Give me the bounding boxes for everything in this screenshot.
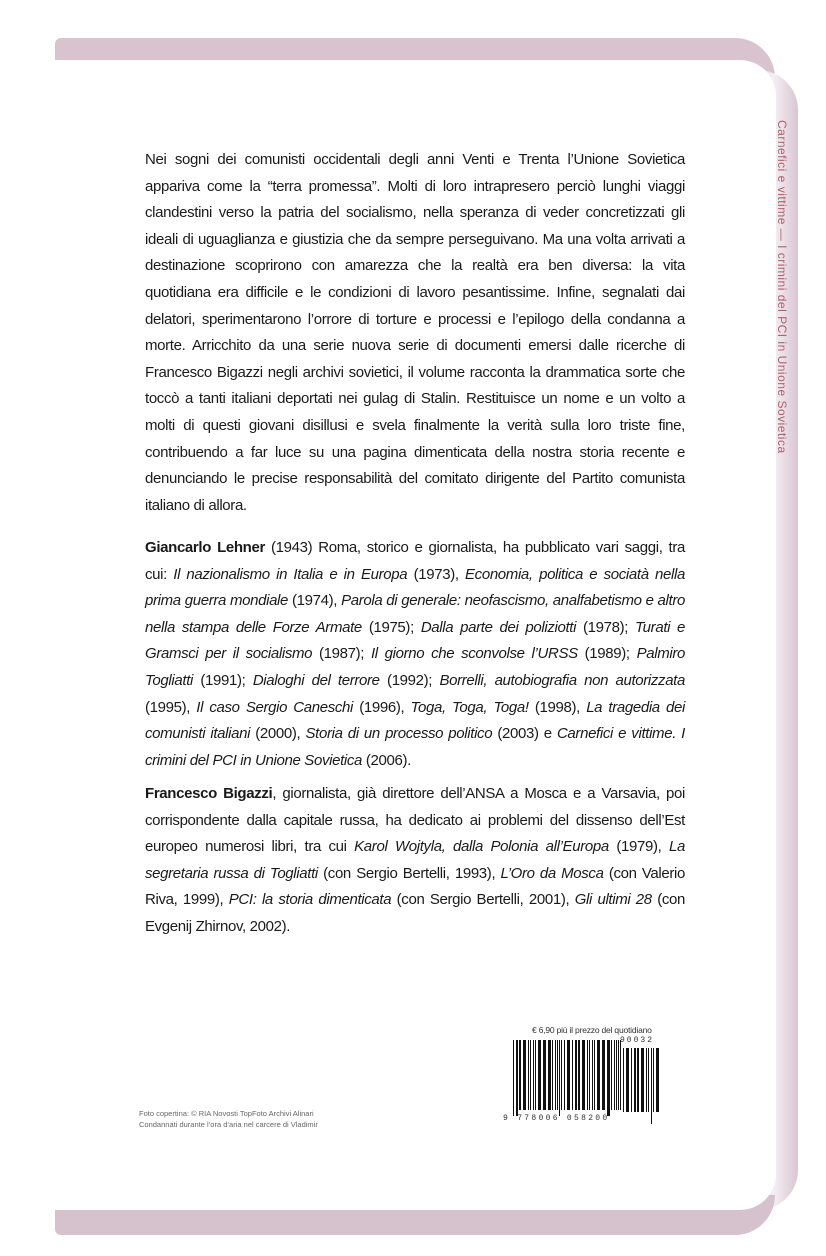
credit-line-2: Condannati durante l’ora d’aria nel carcere di Vladimir xyxy=(139,1120,318,1129)
bio-text: (1989); xyxy=(577,645,637,663)
bio-text: (con Valerio Riva, 1999), xyxy=(145,864,686,909)
barcode-bar xyxy=(592,1040,593,1110)
barcode-bar xyxy=(516,1040,518,1116)
spine-title: Carnefici e vittime xyxy=(775,120,789,225)
spine-subtitle: I crimini del PCI in Unione Sovietica xyxy=(775,245,789,454)
barcode-bar xyxy=(564,1040,565,1110)
barcode-bar xyxy=(528,1040,529,1110)
barcode-bar xyxy=(538,1040,541,1110)
author-name: Francesco Bigazzi xyxy=(145,785,273,802)
book-title: Dialoghi del terrore xyxy=(252,671,380,689)
book-title: Il caso Sergio Caneschi xyxy=(196,698,354,716)
bio-text: (2006). xyxy=(362,751,411,769)
barcode-bar xyxy=(543,1040,546,1110)
barcode-bar xyxy=(530,1040,531,1110)
bio-text: (1998), xyxy=(528,698,587,716)
barcode-bar xyxy=(575,1040,577,1110)
barcode-bar xyxy=(651,1048,652,1124)
barcode-bar xyxy=(616,1040,617,1110)
barcode-bar xyxy=(594,1040,595,1110)
barcode-bar xyxy=(607,1040,610,1116)
author-bio-lehner xyxy=(145,535,685,774)
author-bio-text xyxy=(145,539,685,769)
barcode-addon-digits: 90032 xyxy=(620,1036,655,1045)
barcode-bar xyxy=(572,1040,573,1110)
barcode-bar xyxy=(582,1040,585,1110)
barcode-bar xyxy=(634,1048,636,1112)
book-title: La tragedia dei comunisti italiani xyxy=(145,698,685,743)
author-bio-bigazzi xyxy=(145,781,685,941)
bio-text: (2003) e xyxy=(492,725,557,743)
bio-text: (1973), xyxy=(407,565,466,583)
book-title: Il nazionalismo in Italia e in Europa xyxy=(173,565,408,583)
spine-label: Carnefici e vittime — I crimini del PCI in Unione Sovietica xyxy=(775,120,789,454)
barcode-bar xyxy=(656,1048,659,1112)
barcode-bar xyxy=(561,1040,562,1110)
book-title: Borrelli, autobiografia non autorizzata xyxy=(439,671,685,689)
barcode-bar xyxy=(555,1040,556,1110)
bio-text: (1995), xyxy=(145,698,197,716)
barcode-bar xyxy=(552,1040,553,1110)
barcode-bar xyxy=(519,1040,521,1110)
barcode-bar xyxy=(578,1040,580,1110)
bio-text: (1974), xyxy=(288,592,342,610)
barcode-bar xyxy=(618,1040,619,1110)
book-title: Gli ultimi 28 xyxy=(574,891,652,909)
barcode-bar xyxy=(648,1048,649,1112)
book-title: Dalla parte dei poliziotti xyxy=(420,618,577,636)
book-title: Economia, politica e sociatà nella prima guerra mondiale xyxy=(145,565,685,610)
book-title: Parola di generale: neofascismo, analfabetismo e altro nella stampa delle Forze Armate xyxy=(145,592,685,636)
barcode-bar xyxy=(559,1040,560,1116)
bio-text: (con Sergio Bertelli, 1993), xyxy=(317,864,501,882)
book-title: PCI: la storia dimenticata xyxy=(228,891,392,909)
barcode-bar xyxy=(620,1040,621,1110)
author-name: Giancarlo Lehner xyxy=(145,539,265,556)
barcode-bar xyxy=(646,1048,647,1112)
book-title: La segretaria russa di Togliatti xyxy=(145,838,686,882)
barcode-bar xyxy=(548,1040,551,1110)
book-title: Turati e Gramsci per il socialismo xyxy=(145,618,686,663)
barcode-bar xyxy=(623,1048,624,1112)
bio-text: (1978); xyxy=(576,618,635,636)
barcode-bar xyxy=(631,1048,632,1112)
barcode-bar xyxy=(614,1040,615,1110)
bio-text: (2000), xyxy=(250,725,306,743)
barcode-bar xyxy=(513,1040,514,1116)
barcode-bar xyxy=(602,1040,605,1110)
barcode-bar xyxy=(611,1040,612,1110)
book-title: Toga, Toga, Toga! xyxy=(410,698,529,716)
book-title: L’Oro da Mosca xyxy=(500,864,604,882)
bio-text: (1992); xyxy=(379,671,440,689)
bio-text: (1943) Roma, storico e giornalista, ha pubblicato vari saggi, tra cui: xyxy=(145,539,685,583)
book-title: Storia di un processo politico xyxy=(305,725,493,743)
barcode-bar xyxy=(589,1040,590,1110)
bio-text: (1975); xyxy=(361,618,421,636)
bio-text: (con Evgenij Zhirnov, 2002). xyxy=(145,891,685,935)
barcode-bar xyxy=(567,1040,570,1110)
bio-text: (1987); xyxy=(312,645,371,663)
bio-text: (1996), xyxy=(353,698,411,716)
book-title: Palmiro Togliatti xyxy=(145,645,686,689)
barcode-bar xyxy=(533,1040,534,1110)
author-bio-text xyxy=(145,785,685,935)
barcode-bar xyxy=(637,1048,639,1112)
barcode-bar xyxy=(626,1048,629,1112)
barcode-bar xyxy=(523,1040,526,1110)
barcode-digits: 9 778006 058200 xyxy=(503,1114,610,1123)
bio-text: (1991); xyxy=(193,671,253,689)
barcode-bar xyxy=(587,1040,588,1110)
barcode-bar xyxy=(641,1048,644,1112)
barcode-bar xyxy=(653,1048,654,1112)
barcode-icon xyxy=(511,1038,666,1126)
price-label: € 6,90 più il prezzo del quotidiano xyxy=(532,1025,652,1035)
barcode-bar xyxy=(597,1040,600,1110)
book-title: Il giorno che sconvolse l’URSS xyxy=(370,645,578,663)
bio-text: (1979), xyxy=(608,838,670,856)
book-title: Carnefici e vittime. I crimini del PCI in Unione Sovietica xyxy=(145,725,685,769)
credit-line-1: Foto copertina: © RIA Novosti TopFoto Archivi Alinari xyxy=(139,1109,314,1118)
bio-text: (con Sergio Bertelli, 2001), xyxy=(391,891,575,909)
book-title: Karol Wojtyla, dalla Polonia all’Europa xyxy=(354,838,609,856)
barcode-bar xyxy=(557,1040,558,1110)
bio-text: , giornalista, già direttore dell’ANSA a Mosca e a Varsavia, poi corrispondente dalla capitale russa, ha dedicato ai problemi del dissenso dell’Est europeo numerosi libri, tra cui xyxy=(145,785,685,856)
photo-credits xyxy=(139,1108,318,1130)
synopsis-paragraph: Nei sogni dei comunisti occidentali degli anni Venti e Trenta l’Unione Sovietica appariva come la “terra promessa”. Molti di loro intrapresero perciò lunghi viaggi clandestini verso la patria del socialismo, nella speranza di veder concretizzati gli ideali di uguaglianza e giustizia che da sempre perseguivano. Ma una volta arrivati a destinazione scoprirono con amarezza che la realtà era ben diversa: la vita quotidiana era difficile e le condizioni di lavoro pesantissime. Infine, segnalati dai delatori, sperimentarono l’orrore di torture e processi e l’epilogo della condanna a morte. Arricchito da una serie nuova serie di documenti emersi dalle ricerche di Francesco Bigazzi negli archivi sovietici, il volume racconta la drammatica sorte che toccò a tanti italiani deportati nei gulag di Stalin. Restituisce un nome e un volto a molti di questi giovani disillusi e svela finalmente la verità sulla loro triste fine, contribuendo a far luce su una pagina dimenticata della nostra storia recente e denunciando le precise responsabilità del comitato dirigente del Partito comunista italiano di allora. xyxy=(145,151,685,514)
barcode-bar xyxy=(535,1040,536,1110)
